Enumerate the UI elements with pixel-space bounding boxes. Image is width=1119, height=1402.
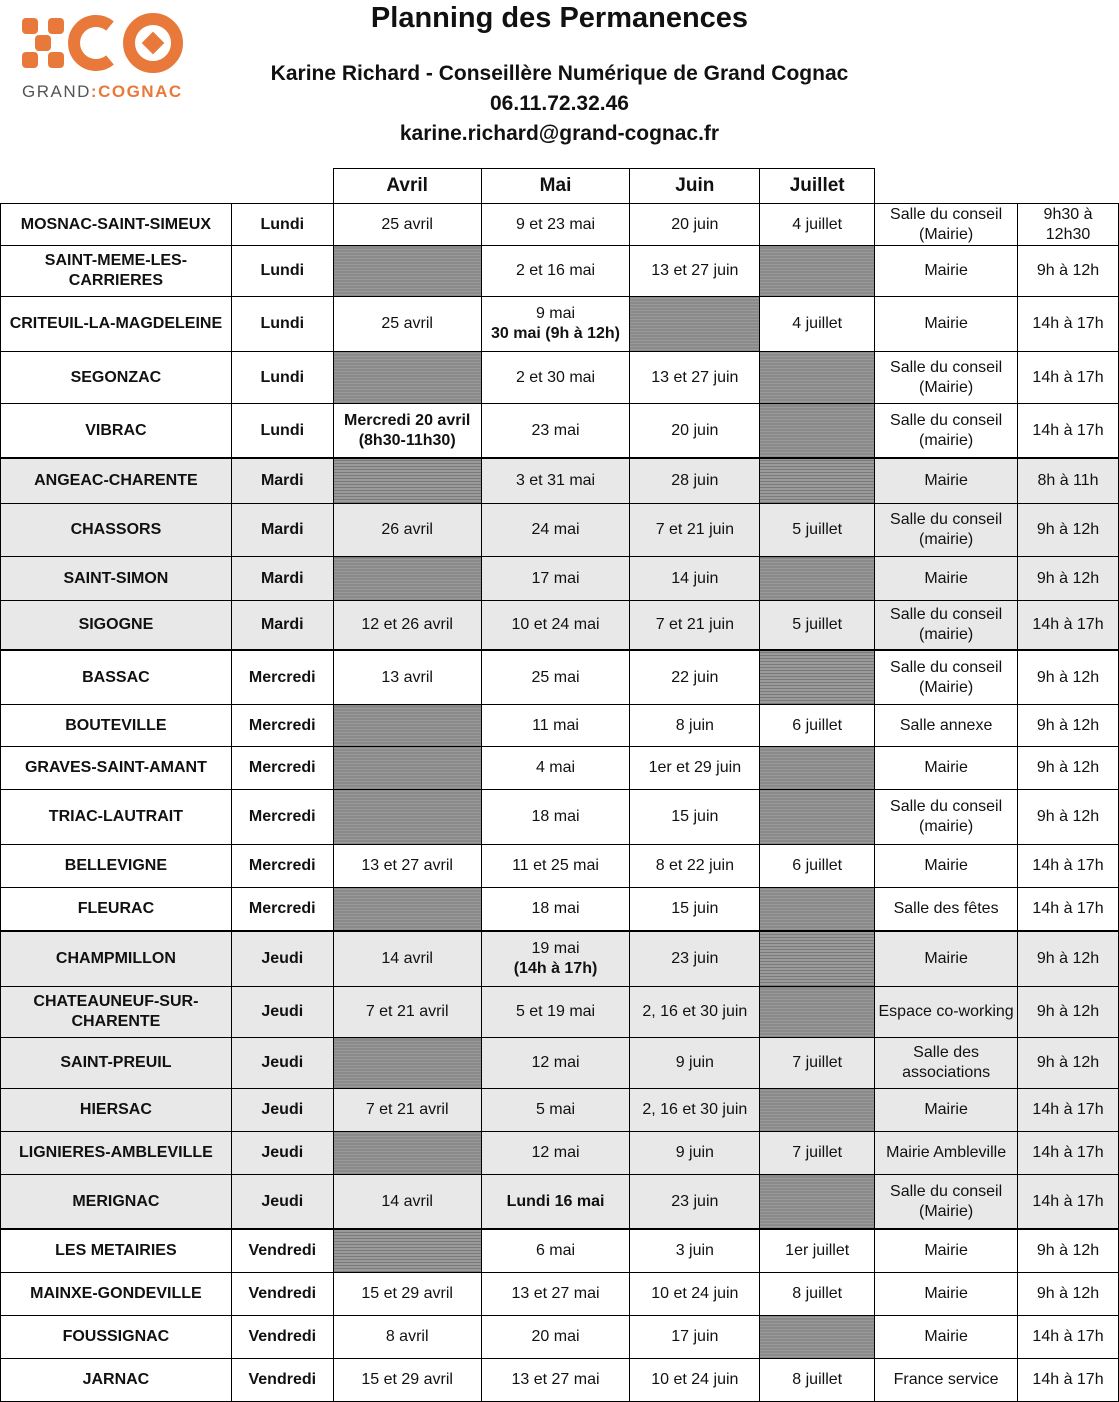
table-row bbox=[1, 557, 1119, 601]
commune-cell: TRIAC-LAUTRAIT bbox=[1, 790, 232, 845]
weekday-cell: Mercredi bbox=[231, 705, 333, 747]
logo-wordmark: GRAND:COGNAC bbox=[22, 82, 183, 101]
unavailable-cell bbox=[760, 987, 875, 1038]
unavailable-cell bbox=[333, 1038, 481, 1089]
location-cell: Mairie bbox=[875, 297, 1018, 352]
date-cell-juillet: 1er juillet bbox=[760, 1229, 875, 1273]
date-cell-avril: 7 et 21 avril bbox=[333, 1089, 481, 1132]
table-row bbox=[1, 458, 1119, 504]
location-cell: Mairie bbox=[875, 931, 1018, 987]
date-line: 9 mai bbox=[535, 305, 576, 322]
date-cell-mai: 2 et 30 mai bbox=[481, 352, 630, 404]
header-blank bbox=[1018, 169, 1119, 204]
weekday-cell: Lundi bbox=[231, 204, 333, 246]
location-cell: Mairie bbox=[875, 557, 1018, 601]
date-cell-juin: 8 juin bbox=[630, 705, 760, 747]
weekday-cell: Mercredi bbox=[231, 845, 333, 888]
date-cell-mai: 11 et 25 mai bbox=[481, 845, 630, 888]
location-cell: Salle du conseil (Mairie) bbox=[875, 204, 1018, 246]
date-cell-mai: 23 mai bbox=[481, 404, 630, 459]
hours-cell: 14h à 17h bbox=[1018, 1132, 1119, 1175]
weekday-cell: Vendredi bbox=[231, 1273, 333, 1316]
page-title: Planning des Permanences bbox=[370, 2, 749, 34]
date-cell-juin: 9 juin bbox=[630, 1132, 760, 1175]
location-cell: Salle des fêtes bbox=[875, 888, 1018, 932]
unavailable-cell bbox=[760, 931, 875, 987]
date-cell-juin: 20 juin bbox=[630, 404, 760, 459]
hours-cell: 14h à 17h bbox=[1018, 1089, 1119, 1132]
date-cell-juillet: 6 juillet bbox=[760, 705, 875, 747]
date-cell-mai bbox=[481, 297, 630, 352]
commune-cell: LIGNIERES-AMBLEVILLE bbox=[1, 1132, 232, 1175]
weekday-cell: Mardi bbox=[231, 601, 333, 651]
commune-cell: MOSNAC-SAINT-SIMEUX bbox=[1, 204, 232, 246]
date-cell-juin: 20 juin bbox=[630, 204, 760, 246]
commune-cell: JARNAC bbox=[1, 1359, 232, 1402]
unavailable-cell bbox=[760, 888, 875, 932]
table-row bbox=[1, 705, 1119, 747]
table-row bbox=[1, 601, 1119, 651]
date-line-note: 30 mai (9h à 12h) bbox=[491, 325, 620, 342]
location-cell: Espace co-working bbox=[875, 987, 1018, 1038]
commune-cell: FLEURAC bbox=[1, 888, 232, 932]
unavailable-cell bbox=[333, 888, 481, 932]
date-cell-avril: 7 et 21 avril bbox=[333, 987, 481, 1038]
date-line-note: (14h à 17h) bbox=[513, 960, 598, 977]
table-row bbox=[1, 931, 1119, 987]
hours-cell: 14h à 17h bbox=[1018, 845, 1119, 888]
table-row bbox=[1, 845, 1119, 888]
location-cell: Mairie bbox=[875, 845, 1018, 888]
hours-cell: 9h30 à 12h30 bbox=[1018, 204, 1119, 246]
table-row bbox=[1, 1089, 1119, 1132]
date-cell-mai: 18 mai bbox=[481, 790, 630, 845]
weekday-cell: Mardi bbox=[231, 504, 333, 557]
date-cell-juin: 3 juin bbox=[630, 1229, 760, 1273]
commune-cell: SAINT-PREUIL bbox=[1, 1038, 232, 1089]
date-cell-avril: 25 avril bbox=[333, 297, 481, 352]
commune-cell: HIERSAC bbox=[1, 1089, 232, 1132]
table-row bbox=[1, 790, 1119, 845]
table-row bbox=[1, 987, 1119, 1038]
date-cell-mai: 12 mai bbox=[481, 1132, 630, 1175]
weekday-cell: Vendredi bbox=[231, 1359, 333, 1402]
date-cell-mai: 11 mai bbox=[481, 705, 630, 747]
date-cell-mai: 10 et 24 mai bbox=[481, 601, 630, 651]
weekday-cell: Mercredi bbox=[231, 650, 333, 705]
hours-cell: 9h à 12h bbox=[1018, 1273, 1119, 1316]
location-cell: Salle du conseil (Mairie) bbox=[875, 650, 1018, 705]
date-cell-juillet: 6 juillet bbox=[760, 845, 875, 888]
unavailable-cell bbox=[760, 1089, 875, 1132]
commune-cell: ANGEAC-CHARENTE bbox=[1, 458, 232, 504]
date-cell-mai: 18 mai bbox=[481, 888, 630, 932]
date-cell-mai: 4 mai bbox=[481, 747, 630, 790]
table-row bbox=[1, 204, 1119, 246]
hours-cell: 9h à 12h bbox=[1018, 747, 1119, 790]
date-cell-juin: 10 et 24 juin bbox=[630, 1273, 760, 1316]
commune-cell: MAINXE-GONDEVILLE bbox=[1, 1273, 232, 1316]
hours-cell: 9h à 12h bbox=[1018, 504, 1119, 557]
unavailable-cell bbox=[333, 352, 481, 404]
month-header-row bbox=[1, 169, 1119, 204]
weekday-cell: Lundi bbox=[231, 297, 333, 352]
date-cell-juin: 7 et 21 juin bbox=[630, 504, 760, 557]
weekday-cell: Mercredi bbox=[231, 888, 333, 932]
date-cell-mai: 25 mai bbox=[481, 650, 630, 705]
date-cell-avril: Mercredi 20 avril (8h30-11h30) bbox=[333, 404, 481, 459]
hours-cell: 9h à 12h bbox=[1018, 557, 1119, 601]
location-cell: Salle du conseil (mairie) bbox=[875, 404, 1018, 459]
month-header-juillet: Juillet bbox=[760, 169, 875, 204]
date-cell-juin: 23 juin bbox=[630, 931, 760, 987]
table-row bbox=[1, 1229, 1119, 1273]
table-row bbox=[1, 246, 1119, 297]
commune-cell: SAINT-MEME-LES-CARRIERES bbox=[1, 246, 232, 297]
location-cell: Salle annexe bbox=[875, 705, 1018, 747]
weekday-cell: Jeudi bbox=[231, 1175, 333, 1230]
hours-cell: 14h à 17h bbox=[1018, 888, 1119, 932]
commune-cell: BASSAC bbox=[1, 650, 232, 705]
unavailable-cell bbox=[760, 650, 875, 705]
weekday-cell: Jeudi bbox=[231, 1038, 333, 1089]
date-cell-avril: 15 et 29 avril bbox=[333, 1359, 481, 1402]
unavailable-cell bbox=[333, 1229, 481, 1273]
unavailable-cell bbox=[333, 246, 481, 297]
weekday-cell: Lundi bbox=[231, 246, 333, 297]
weekday-cell: Jeudi bbox=[231, 1132, 333, 1175]
hours-cell: 14h à 17h bbox=[1018, 1175, 1119, 1230]
table-row bbox=[1, 1132, 1119, 1175]
date-cell-mai: 24 mai bbox=[481, 504, 630, 557]
commune-cell: CHASSORS bbox=[1, 504, 232, 557]
commune-cell: SAINT-SIMON bbox=[1, 557, 232, 601]
month-header-mai: Mai bbox=[481, 169, 630, 204]
weekday-cell: Jeudi bbox=[231, 987, 333, 1038]
location-cell: Mairie bbox=[875, 1316, 1018, 1359]
table-row bbox=[1, 504, 1119, 557]
date-cell-juin: 13 et 27 juin bbox=[630, 352, 760, 404]
location-cell: Salle du conseil (mairie) bbox=[875, 601, 1018, 651]
unavailable-cell bbox=[760, 352, 875, 404]
location-cell: Mairie bbox=[875, 1089, 1018, 1132]
location-cell: Salle du conseil (mairie) bbox=[875, 790, 1018, 845]
commune-cell: FOUSSIGNAC bbox=[1, 1316, 232, 1359]
date-cell-mai: Lundi 16 mai bbox=[481, 1175, 630, 1230]
location-cell: Mairie bbox=[875, 246, 1018, 297]
hours-cell: 14h à 17h bbox=[1018, 1359, 1119, 1402]
date-cell-juin: 9 juin bbox=[630, 1038, 760, 1089]
hours-cell: 9h à 12h bbox=[1018, 1229, 1119, 1273]
date-cell-avril: 13 avril bbox=[333, 650, 481, 705]
date-cell-avril: 25 avril bbox=[333, 204, 481, 246]
unavailable-cell bbox=[760, 747, 875, 790]
weekday-cell: Mardi bbox=[231, 458, 333, 504]
advisor-phone: 06.11.72.32.46 bbox=[490, 92, 629, 115]
commune-cell: BOUTEVILLE bbox=[1, 705, 232, 747]
unavailable-cell bbox=[760, 557, 875, 601]
date-cell-mai: 2 et 16 mai bbox=[481, 246, 630, 297]
date-cell-juillet: 4 juillet bbox=[760, 204, 875, 246]
hours-cell: 9h à 12h bbox=[1018, 246, 1119, 297]
date-cell-juin: 22 juin bbox=[630, 650, 760, 705]
unavailable-cell bbox=[760, 1175, 875, 1230]
unavailable-cell bbox=[333, 557, 481, 601]
date-cell-juin: 2, 16 et 30 juin bbox=[630, 987, 760, 1038]
weekday-cell: Vendredi bbox=[231, 1229, 333, 1273]
schedule-table bbox=[0, 168, 1119, 1402]
table-row bbox=[1, 404, 1119, 459]
unavailable-cell bbox=[760, 458, 875, 504]
unavailable-cell bbox=[760, 246, 875, 297]
location-cell: Salle du conseil (mairie) bbox=[875, 504, 1018, 557]
date-cell-juin: 14 juin bbox=[630, 557, 760, 601]
date-cell-juin: 15 juin bbox=[630, 790, 760, 845]
date-cell-juillet: 8 juillet bbox=[760, 1273, 875, 1316]
date-cell-avril: 14 avril bbox=[333, 931, 481, 987]
location-cell: Salle des associations bbox=[875, 1038, 1018, 1089]
date-cell-avril: 13 et 27 avril bbox=[333, 845, 481, 888]
advisor-email[interactable]: karine.richard@grand-cognac.fr bbox=[399, 122, 720, 145]
date-cell-juin: 8 et 22 juin bbox=[630, 845, 760, 888]
date-cell-juin: 7 et 21 juin bbox=[630, 601, 760, 651]
hours-cell: 14h à 17h bbox=[1018, 1316, 1119, 1359]
table-row bbox=[1, 1038, 1119, 1089]
hours-cell: 14h à 17h bbox=[1018, 601, 1119, 651]
date-cell-mai: 13 et 27 mai bbox=[481, 1359, 630, 1402]
hours-cell: 14h à 17h bbox=[1018, 297, 1119, 352]
date-cell-juin: 28 juin bbox=[630, 458, 760, 504]
date-cell-mai: 5 et 19 mai bbox=[481, 987, 630, 1038]
commune-cell: MERIGNAC bbox=[1, 1175, 232, 1230]
header-blank bbox=[875, 169, 1018, 204]
unavailable-cell bbox=[333, 1132, 481, 1175]
month-header-juin: Juin bbox=[630, 169, 760, 204]
unavailable-cell bbox=[333, 790, 481, 845]
date-cell-juillet: 4 juillet bbox=[760, 297, 875, 352]
date-cell-mai: 3 et 31 mai bbox=[481, 458, 630, 504]
date-cell-juin: 15 juin bbox=[630, 888, 760, 932]
hours-cell: 9h à 12h bbox=[1018, 705, 1119, 747]
weekday-cell: Mardi bbox=[231, 557, 333, 601]
unavailable-cell bbox=[630, 297, 760, 352]
date-cell-juillet: 5 juillet bbox=[760, 504, 875, 557]
location-cell: Mairie bbox=[875, 1229, 1018, 1273]
date-cell-avril: 26 avril bbox=[333, 504, 481, 557]
date-cell-juin: 10 et 24 juin bbox=[630, 1359, 760, 1402]
date-cell-avril: 14 avril bbox=[333, 1175, 481, 1230]
location-cell: Mairie Ambleville bbox=[875, 1132, 1018, 1175]
table-row bbox=[1, 1359, 1119, 1402]
commune-cell: LES METAIRIES bbox=[1, 1229, 232, 1273]
hours-cell: 9h à 12h bbox=[1018, 650, 1119, 705]
date-cell-mai: 20 mai bbox=[481, 1316, 630, 1359]
date-cell-juillet: 7 juillet bbox=[760, 1132, 875, 1175]
hours-cell: 9h à 12h bbox=[1018, 1038, 1119, 1089]
header-blank bbox=[1, 169, 232, 204]
unavailable-cell bbox=[760, 1316, 875, 1359]
commune-cell: CHATEAUNEUF-SUR-CHARENTE bbox=[1, 987, 232, 1038]
table-row bbox=[1, 650, 1119, 705]
date-cell-juillet: 7 juillet bbox=[760, 1038, 875, 1089]
date-cell-mai: 12 mai bbox=[481, 1038, 630, 1089]
date-cell-avril: 15 et 29 avril bbox=[333, 1273, 481, 1316]
location-cell: Mairie bbox=[875, 1273, 1018, 1316]
date-cell-mai: 5 mai bbox=[481, 1089, 630, 1132]
month-header-avril: Avril bbox=[333, 169, 481, 204]
date-cell-juin: 23 juin bbox=[630, 1175, 760, 1230]
location-cell: Salle du conseil (Mairie) bbox=[875, 352, 1018, 404]
date-cell-mai: 13 et 27 mai bbox=[481, 1273, 630, 1316]
date-cell-juin: 1er et 29 juin bbox=[630, 747, 760, 790]
weekday-cell: Jeudi bbox=[231, 931, 333, 987]
hours-cell: 8h à 11h bbox=[1018, 458, 1119, 504]
table-row bbox=[1, 1175, 1119, 1230]
date-cell-avril: 8 avril bbox=[333, 1316, 481, 1359]
commune-cell: SEGONZAC bbox=[1, 352, 232, 404]
commune-cell: GRAVES-SAINT-AMANT bbox=[1, 747, 232, 790]
table-row bbox=[1, 888, 1119, 932]
table-row bbox=[1, 352, 1119, 404]
commune-cell: CHAMPMILLON bbox=[1, 931, 232, 987]
hours-cell: 9h à 12h bbox=[1018, 987, 1119, 1038]
table-row bbox=[1, 1273, 1119, 1316]
weekday-cell: Lundi bbox=[231, 352, 333, 404]
date-cell-avril: 12 et 26 avril bbox=[333, 601, 481, 651]
date-cell-juin: 13 et 27 juin bbox=[630, 246, 760, 297]
date-cell-juillet: 8 juillet bbox=[760, 1359, 875, 1402]
commune-cell: CRITEUIL-LA-MAGDELEINE bbox=[1, 297, 232, 352]
unavailable-cell bbox=[760, 790, 875, 845]
date-cell-juin: 17 juin bbox=[630, 1316, 760, 1359]
header-blank bbox=[231, 169, 333, 204]
weekday-cell: Mercredi bbox=[231, 790, 333, 845]
hours-cell: 14h à 17h bbox=[1018, 352, 1119, 404]
date-cell-mai bbox=[481, 931, 630, 987]
location-cell: Salle du conseil (Mairie) bbox=[875, 1175, 1018, 1230]
commune-cell: VIBRAC bbox=[1, 404, 232, 459]
table-row bbox=[1, 1316, 1119, 1359]
hours-cell: 14h à 17h bbox=[1018, 404, 1119, 459]
commune-cell: SIGOGNE bbox=[1, 601, 232, 651]
hours-cell: 9h à 12h bbox=[1018, 790, 1119, 845]
date-line: 19 mai bbox=[531, 940, 580, 957]
weekday-cell: Vendredi bbox=[231, 1316, 333, 1359]
hours-cell: 9h à 12h bbox=[1018, 931, 1119, 987]
location-cell: France service bbox=[875, 1359, 1018, 1402]
advisor-name: Karine Richard - Conseillère Numérique de Grand Cognac bbox=[270, 62, 849, 85]
location-cell: Mairie bbox=[875, 747, 1018, 790]
unavailable-cell bbox=[333, 458, 481, 504]
location-cell: Mairie bbox=[875, 458, 1018, 504]
unavailable-cell bbox=[333, 747, 481, 790]
table-row bbox=[1, 747, 1119, 790]
weekday-cell: Jeudi bbox=[231, 1089, 333, 1132]
date-cell-mai: 6 mai bbox=[481, 1229, 630, 1273]
unavailable-cell bbox=[333, 705, 481, 747]
table-row bbox=[1, 297, 1119, 352]
commune-cell: BELLEVIGNE bbox=[1, 845, 232, 888]
date-cell-mai: 17 mai bbox=[481, 557, 630, 601]
unavailable-cell bbox=[760, 404, 875, 459]
date-cell-juin: 2, 16 et 30 juin bbox=[630, 1089, 760, 1132]
weekday-cell: Lundi bbox=[231, 404, 333, 459]
date-cell-mai: 9 et 23 mai bbox=[481, 204, 630, 246]
weekday-cell: Mercredi bbox=[231, 747, 333, 790]
date-cell-juillet: 5 juillet bbox=[760, 601, 875, 651]
